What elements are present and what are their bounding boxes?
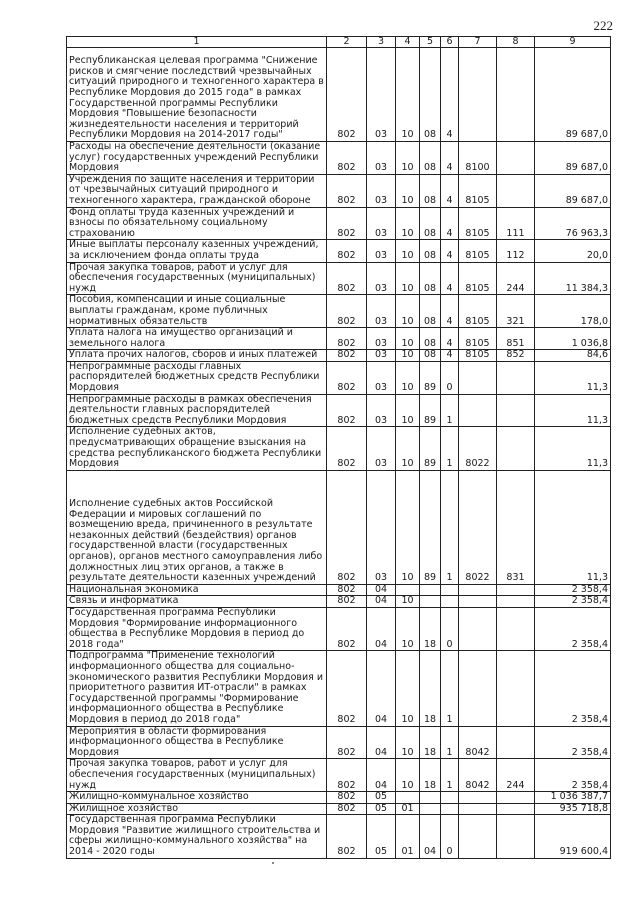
column-header: 8 bbox=[497, 37, 535, 48]
table-row bbox=[67, 48, 611, 142]
row-name: Непрограммные расходы главных распорядителей бюджетных средств Республики Мордовия bbox=[67, 361, 327, 394]
code-subsection bbox=[396, 584, 420, 596]
table-row bbox=[67, 361, 611, 394]
code-subprogram bbox=[441, 803, 459, 815]
code-gbs: 802 bbox=[327, 584, 367, 596]
row-amount: 11 384,3 bbox=[535, 262, 611, 295]
row-amount: 89 687,0 bbox=[535, 48, 611, 142]
code-subsection: 10 bbox=[396, 394, 420, 427]
row-name: Уплата прочих налогов, сборов и иных платежей bbox=[67, 350, 327, 362]
code-section: 04 bbox=[367, 726, 396, 759]
code-expense-type bbox=[497, 142, 535, 175]
code-program: 89 bbox=[420, 470, 441, 584]
code-section: 03 bbox=[367, 427, 396, 470]
row-name: Связь и информатика bbox=[67, 596, 327, 608]
code-gbs: 802 bbox=[327, 427, 367, 470]
code-subprogram: 4 bbox=[441, 142, 459, 175]
column-header: 2 bbox=[327, 37, 367, 48]
code-target bbox=[459, 815, 497, 858]
code-gbs: 802 bbox=[327, 470, 367, 584]
row-amount: 1 036,8 bbox=[535, 328, 611, 350]
code-target bbox=[459, 608, 497, 651]
code-expense-type: 321 bbox=[497, 295, 535, 328]
row-name: Исполнение судебных актов Российской Федерации и мировых соглашений по возмещению вреда, причиненного в результате незаконных действий (бездействия) органов государственной власти (государственных органов), органов местного самоуправления либо должностных лиц этих органов, а также в результате деятельности казенных учреждений bbox=[67, 470, 327, 584]
column-header: 5 bbox=[420, 37, 441, 48]
code-subprogram: 1 bbox=[441, 759, 459, 792]
table-row bbox=[67, 240, 611, 262]
code-section: 05 bbox=[367, 792, 396, 804]
code-gbs: 802 bbox=[327, 207, 367, 240]
code-subsection: 10 bbox=[396, 470, 420, 584]
code-gbs: 802 bbox=[327, 608, 367, 651]
code-section: 03 bbox=[367, 328, 396, 350]
code-section: 05 bbox=[367, 815, 396, 858]
row-amount: 2 358,4 bbox=[535, 596, 611, 608]
row-name: Пособия, компенсации и иные социальные выплаты гражданам, кроме публичных нормативных обязательств bbox=[67, 295, 327, 328]
table-row bbox=[67, 262, 611, 295]
table-row bbox=[67, 207, 611, 240]
row-name: Жилищно-коммунальное хозяйство bbox=[67, 792, 327, 804]
code-program: 08 bbox=[420, 48, 441, 142]
code-target: 8022 bbox=[459, 470, 497, 584]
table-row bbox=[67, 328, 611, 350]
code-expense-type: 852 bbox=[497, 350, 535, 362]
row-name: Прочая закупка товаров, работ и услуг для обеспечения государственных (муниципальных) нужд bbox=[67, 759, 327, 792]
code-gbs: 802 bbox=[327, 726, 367, 759]
code-target bbox=[459, 394, 497, 427]
code-gbs: 802 bbox=[327, 815, 367, 858]
code-program: 18 bbox=[420, 651, 441, 726]
row-amount: 89 687,0 bbox=[535, 174, 611, 207]
code-program: 04 bbox=[420, 815, 441, 858]
code-subprogram: 1 bbox=[441, 427, 459, 470]
code-target bbox=[459, 361, 497, 394]
row-amount: 2 358,4 bbox=[535, 584, 611, 596]
table-row bbox=[67, 803, 611, 815]
table-row bbox=[67, 427, 611, 470]
code-target: 8042 bbox=[459, 726, 497, 759]
row-name: Мероприятия в области формирования информационного общества в Республике Мордовия bbox=[67, 726, 327, 759]
code-subsection: 10 bbox=[396, 207, 420, 240]
row-amount: 11,3 bbox=[535, 427, 611, 470]
row-amount: 2 358,4 bbox=[535, 608, 611, 651]
code-section: 04 bbox=[367, 759, 396, 792]
code-subprogram: 4 bbox=[441, 207, 459, 240]
code-expense-type bbox=[497, 608, 535, 651]
code-expense-type: 112 bbox=[497, 240, 535, 262]
code-subsection: 10 bbox=[396, 759, 420, 792]
code-expense-type bbox=[497, 174, 535, 207]
code-subsection: 10 bbox=[396, 328, 420, 350]
code-section: 04 bbox=[367, 651, 396, 726]
code-target: 8105 bbox=[459, 174, 497, 207]
row-amount: 20,0 bbox=[535, 240, 611, 262]
code-program: 08 bbox=[420, 295, 441, 328]
code-gbs: 802 bbox=[327, 803, 367, 815]
code-gbs: 802 bbox=[327, 48, 367, 142]
code-subprogram: 4 bbox=[441, 350, 459, 362]
code-target: 8100 bbox=[459, 142, 497, 175]
code-program bbox=[420, 596, 441, 608]
code-subsection: 10 bbox=[396, 427, 420, 470]
code-section: 04 bbox=[367, 584, 396, 596]
code-subsection: 10 bbox=[396, 142, 420, 175]
code-program: 89 bbox=[420, 361, 441, 394]
column-header: 4 bbox=[396, 37, 420, 48]
code-target: 8105 bbox=[459, 262, 497, 295]
table-row bbox=[67, 759, 611, 792]
code-expense-type: 244 bbox=[497, 759, 535, 792]
row-name: Учреждения по защите населения и территории от чрезвычайных ситуаций природного и техногенного характера, гражданской обороне bbox=[67, 174, 327, 207]
code-subsection: 10 bbox=[396, 262, 420, 295]
code-section: 03 bbox=[367, 48, 396, 142]
code-gbs: 802 bbox=[327, 596, 367, 608]
column-header: 1 bbox=[67, 37, 327, 48]
row-amount: 919 600,4 bbox=[535, 815, 611, 858]
code-subsection: 01 bbox=[396, 815, 420, 858]
code-expense-type bbox=[497, 361, 535, 394]
code-subsection: 10 bbox=[396, 726, 420, 759]
row-amount: 2 358,4 bbox=[535, 651, 611, 726]
code-program: 08 bbox=[420, 240, 441, 262]
code-section: 03 bbox=[367, 174, 396, 207]
code-program bbox=[420, 584, 441, 596]
row-amount: 76 963,3 bbox=[535, 207, 611, 240]
code-expense-type bbox=[497, 394, 535, 427]
code-subsection: 10 bbox=[396, 240, 420, 262]
code-program: 18 bbox=[420, 726, 441, 759]
row-name: Национальная экономика bbox=[67, 584, 327, 596]
code-expense-type bbox=[497, 792, 535, 804]
table-row bbox=[67, 726, 611, 759]
code-gbs: 802 bbox=[327, 295, 367, 328]
code-program: 18 bbox=[420, 759, 441, 792]
code-target bbox=[459, 48, 497, 142]
code-section: 05 bbox=[367, 803, 396, 815]
code-gbs: 802 bbox=[327, 350, 367, 362]
page-number: 222 bbox=[593, 18, 613, 33]
code-gbs: 802 bbox=[327, 361, 367, 394]
code-expense-type bbox=[497, 651, 535, 726]
code-subprogram: 4 bbox=[441, 328, 459, 350]
code-target: 8105 bbox=[459, 240, 497, 262]
code-program: 08 bbox=[420, 207, 441, 240]
code-subprogram: 4 bbox=[441, 295, 459, 328]
code-gbs: 802 bbox=[327, 394, 367, 427]
code-program bbox=[420, 792, 441, 804]
code-expense-type: 831 bbox=[497, 470, 535, 584]
row-amount: 11,3 bbox=[535, 470, 611, 584]
code-target bbox=[459, 651, 497, 726]
code-expense-type: 111 bbox=[497, 207, 535, 240]
code-gbs: 802 bbox=[327, 142, 367, 175]
row-name: Государственная программа Республики Мордовия "Формирование информационного общества в Республике Мордовия в период до 2018 года" bbox=[67, 608, 327, 651]
row-amount: 84,6 bbox=[535, 350, 611, 362]
code-subprogram: 0 bbox=[441, 361, 459, 394]
code-gbs: 802 bbox=[327, 759, 367, 792]
code-subsection: 10 bbox=[396, 48, 420, 142]
table-row bbox=[67, 792, 611, 804]
code-subprogram: 1 bbox=[441, 470, 459, 584]
table-row bbox=[67, 174, 611, 207]
row-amount: 935 718,8 bbox=[535, 803, 611, 815]
row-name: Уплата налога на имущество организаций и земельного налога bbox=[67, 328, 327, 350]
scan-speck bbox=[272, 862, 274, 864]
code-gbs: 802 bbox=[327, 651, 367, 726]
code-expense-type: 244 bbox=[497, 262, 535, 295]
code-expense-type: 851 bbox=[497, 328, 535, 350]
code-section: 03 bbox=[367, 295, 396, 328]
code-subprogram bbox=[441, 792, 459, 804]
code-expense-type bbox=[497, 48, 535, 142]
code-program: 08 bbox=[420, 262, 441, 295]
code-target: 8022 bbox=[459, 427, 497, 470]
column-header: 9 bbox=[535, 37, 611, 48]
code-program bbox=[420, 803, 441, 815]
table-row bbox=[67, 142, 611, 175]
code-subprogram: 1 bbox=[441, 394, 459, 427]
code-subprogram: 4 bbox=[441, 48, 459, 142]
row-amount: 2 358,4 bbox=[535, 759, 611, 792]
code-subprogram: 4 bbox=[441, 174, 459, 207]
code-gbs: 802 bbox=[327, 174, 367, 207]
table-row bbox=[67, 394, 611, 427]
code-section: 03 bbox=[367, 350, 396, 362]
row-name: Фонд оплаты труда казенных учреждений и взносы по обязательному социальному страхованию bbox=[67, 207, 327, 240]
code-section: 03 bbox=[367, 262, 396, 295]
table-row bbox=[67, 470, 611, 584]
column-header: 3 bbox=[367, 37, 396, 48]
row-amount: 178,0 bbox=[535, 295, 611, 328]
code-program: 08 bbox=[420, 328, 441, 350]
code-subprogram bbox=[441, 596, 459, 608]
code-expense-type bbox=[497, 596, 535, 608]
code-subprogram: 1 bbox=[441, 726, 459, 759]
code-subsection: 10 bbox=[396, 174, 420, 207]
row-name: Исполнение судебных актов, предусматривающих обращение взыскания на средства республиканского бюджета Республики Мордовия bbox=[67, 427, 327, 470]
budget-table bbox=[66, 36, 611, 859]
row-amount: 11,3 bbox=[535, 361, 611, 394]
code-subsection: 10 bbox=[396, 361, 420, 394]
row-name: Подпрограмма "Применение технологий информационного общества для социально-экономического развития Республики Мордовия и приоритетного развития ИТ-отрасли" в рамках Государственной программы "Формирование информационного общества в Республике Мордовия в период до 2018 года" bbox=[67, 651, 327, 726]
code-subsection: 10 bbox=[396, 596, 420, 608]
code-target: 8105 bbox=[459, 295, 497, 328]
code-expense-type bbox=[497, 427, 535, 470]
code-subprogram: 4 bbox=[441, 240, 459, 262]
code-subprogram: 0 bbox=[441, 815, 459, 858]
code-program: 89 bbox=[420, 394, 441, 427]
code-target: 8042 bbox=[459, 759, 497, 792]
row-name: Иные выплаты персоналу казенных учреждений, за исключением фонда оплаты труда bbox=[67, 240, 327, 262]
row-amount: 2 358,4 bbox=[535, 726, 611, 759]
code-subsection: 10 bbox=[396, 608, 420, 651]
code-program: 08 bbox=[420, 350, 441, 362]
code-subprogram: 0 bbox=[441, 608, 459, 651]
table-row bbox=[67, 651, 611, 726]
code-target bbox=[459, 584, 497, 596]
code-section: 04 bbox=[367, 596, 396, 608]
code-target bbox=[459, 803, 497, 815]
code-subprogram: 4 bbox=[441, 262, 459, 295]
row-name: Расходы на обеспечение деятельности (оказание услуг) государственных учреждений Республики Мордовия bbox=[67, 142, 327, 175]
row-name: Государственная программа Республики Мордовия "Развитие жилищного строительства и сферы жилищно-коммунального хозяйства" на 2014 - 2020 годы bbox=[67, 815, 327, 858]
code-section: 03 bbox=[367, 142, 396, 175]
code-section: 03 bbox=[367, 361, 396, 394]
code-subprogram: 1 bbox=[441, 651, 459, 726]
code-subsection bbox=[396, 792, 420, 804]
column-header: 6 bbox=[441, 37, 459, 48]
code-section: 03 bbox=[367, 470, 396, 584]
row-name: Республиканская целевая программа "Снижение рисков и смягчение последствий чрезвычайных ситуаций природного и техногенного характера в Республике Мордовия до 2015 года" в рамках Государственной программы Республики Мордовия "Повышение безопасности жизнедеятельности населения и территорий Республики Мордовия на 2014-2017 годы" bbox=[67, 48, 327, 142]
code-expense-type bbox=[497, 803, 535, 815]
code-target: 8105 bbox=[459, 350, 497, 362]
code-program: 18 bbox=[420, 608, 441, 651]
code-subsection: 10 bbox=[396, 350, 420, 362]
code-gbs: 802 bbox=[327, 240, 367, 262]
table-row bbox=[67, 596, 611, 608]
table-row bbox=[67, 295, 611, 328]
code-target: 8105 bbox=[459, 328, 497, 350]
code-section: 03 bbox=[367, 394, 396, 427]
code-expense-type bbox=[497, 584, 535, 596]
code-expense-type bbox=[497, 726, 535, 759]
code-subsection: 01 bbox=[396, 803, 420, 815]
code-gbs: 802 bbox=[327, 262, 367, 295]
table-header-row bbox=[67, 37, 611, 48]
row-name: Жилищное хозяйство bbox=[67, 803, 327, 815]
code-section: 03 bbox=[367, 207, 396, 240]
code-section: 04 bbox=[367, 608, 396, 651]
row-amount: 11,3 bbox=[535, 394, 611, 427]
code-subsection: 10 bbox=[396, 295, 420, 328]
code-target: 8105 bbox=[459, 207, 497, 240]
row-amount: 1 036 387,7 bbox=[535, 792, 611, 804]
row-name: Непрограммные расходы в рамках обеспечения деятельности главных распорядителей бюджетных средств Республики Мордовия bbox=[67, 394, 327, 427]
code-expense-type bbox=[497, 815, 535, 858]
code-gbs: 802 bbox=[327, 328, 367, 350]
code-gbs: 802 bbox=[327, 792, 367, 804]
table-row bbox=[67, 815, 611, 858]
code-subsection: 10 bbox=[396, 651, 420, 726]
code-subprogram bbox=[441, 584, 459, 596]
row-name: Прочая закупка товаров, работ и услуг для обеспечения государственных (муниципальных) нужд bbox=[67, 262, 327, 295]
table-row bbox=[67, 584, 611, 596]
table-row bbox=[67, 350, 611, 362]
table-row bbox=[67, 608, 611, 651]
code-program: 08 bbox=[420, 142, 441, 175]
code-target bbox=[459, 792, 497, 804]
code-program: 08 bbox=[420, 174, 441, 207]
code-program: 89 bbox=[420, 427, 441, 470]
row-amount: 89 687,0 bbox=[535, 142, 611, 175]
code-target bbox=[459, 596, 497, 608]
table-body bbox=[67, 48, 611, 859]
column-header: 7 bbox=[459, 37, 497, 48]
code-section: 03 bbox=[367, 240, 396, 262]
